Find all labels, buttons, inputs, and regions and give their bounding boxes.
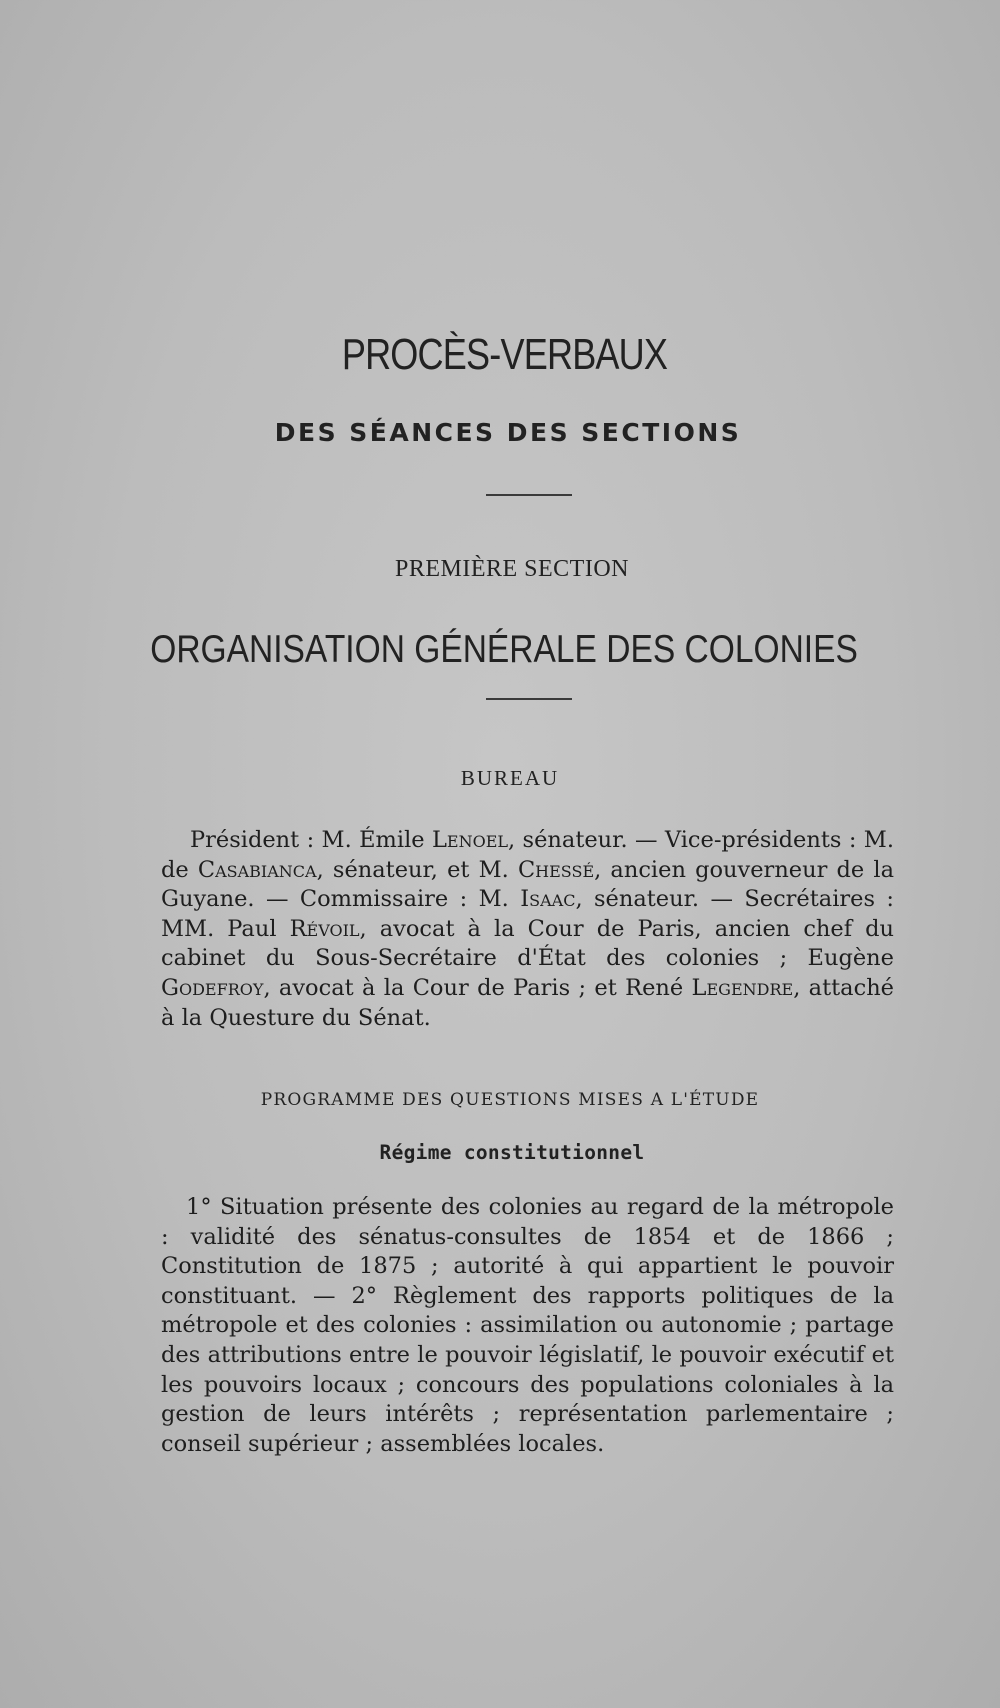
section-title: ORGANISATION GÉNÉRALE DES COLONIES — [150, 628, 858, 671]
person-name: Chessé — [517, 856, 595, 883]
bureau-text: , sénateur, et M. — [316, 856, 518, 883]
person-name: Révoil — [289, 915, 360, 942]
person-name: Lenoel — [431, 827, 509, 853]
bureau-text: , avocat à la Cour de Paris, ancien chef du cabinet du Sous-Secrétaire d'État des colonies ; Eugène — [161, 915, 894, 972]
person-name: Godefroy — [161, 974, 264, 1001]
bureau-text: Président : M. Émile — [190, 827, 432, 853]
bureau-text: , sénateur. — Vice-présidents : M. de — [161, 827, 894, 883]
programme-heading: PROGRAMME DES QUESTIONS MISES A L'ÉTUDE — [260, 1090, 760, 1110]
person-name: Casabianca — [197, 856, 317, 883]
section-label: PREMIÈRE SECTION — [394, 556, 629, 582]
bureau-text: , avocat à la Cour de Paris ; et René — [263, 974, 692, 1001]
person-name: Isaac — [520, 886, 576, 913]
divider-rule — [486, 494, 572, 496]
bureau-paragraph — [161, 826, 894, 1033]
programme-paragraph: 1° Situation présente des colonies au regard de la métropole : validité des sénatus-consultes de 1854 et de 1866 ; Constitution de 1875 ; autorité à qui appartient le pouvoir constituant. — 2° Règlement des rapports politiques de la métropole et des colonies : assimilation ou autonomie ; partage des attributions entre le pouvoir législatif, le pouvoir exécutif et les pouvoirs locaux ; concours des populations coloniales à la gestion de leurs intérêts ; représentation parlementaire ; conseil supérieur ; assemblées locales. — [161, 1194, 894, 1457]
person-name: Legendre — [691, 974, 794, 1001]
page-title: PROCÈS-VERBAUX — [341, 330, 668, 379]
bureau-heading: BUREAU — [460, 766, 560, 790]
bureau-text: , sénateur. — Secrétaires : MM. Paul — [161, 886, 894, 942]
programme-subheading: Régime constitutionnel — [379, 1141, 645, 1164]
page-subtitle: DES SÉANCES DES SECTIONS — [274, 418, 742, 447]
bureau-text: , attaché à la Questure du Sénat. — [161, 974, 895, 1031]
divider-rule — [486, 698, 572, 700]
bureau-text: , ancien gouverneur de la Guyane. — Commissaire : M. — [161, 856, 894, 913]
